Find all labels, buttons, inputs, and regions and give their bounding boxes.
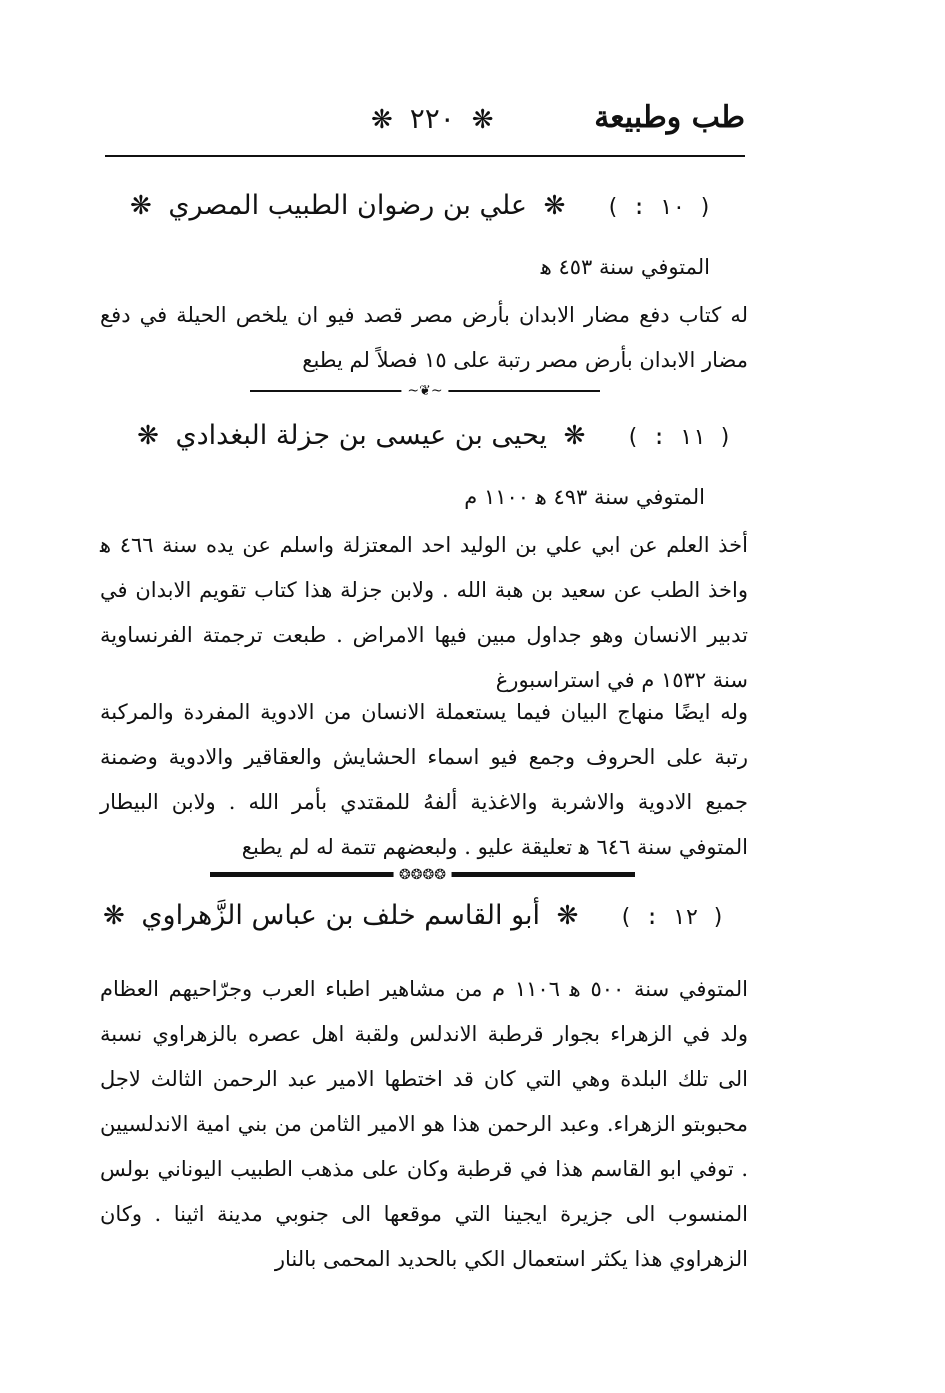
entry-paragraph: وله ايضًا منهاج البيان فيما يستعملة الانسان من الادوية المفردة والمركبة رتبة على الحروف وجمع فيو اسماء الحشايش والعقاقير والادوية وضمنة جميع الادوية والاشربة والاغذية ألفهُ للمقتدي بأمر الله . ولابن البيطار المتوفي سنة ٦٤٦ ﻫ تعليقة عليو . ولبعضهم تتمة له لم يطبع [100,700,748,859]
section-divider [210,868,635,882]
asterism-icon: ❋ [103,901,125,931]
chain-ornament-icon: ❂❂❂❂ [393,868,452,882]
entry-number: ( ١٠ : ) [606,195,712,220]
entry-title: علي بن رضوان الطبيب المصري [168,190,528,221]
entry-title: يحيى بن عيسى بن جزلة البغدادي [175,420,548,451]
entry-paragraph: المتوفي سنة ٥٠٠ ﻫ ١١٠٦ م من مشاهير اطباء العرب وجرّاحيهم العظام ولد في الزهراء بجوار قرطبة الاندلس ولقبة اهل عصره بالزهراوي نسبة الى تلك البلدة وهي التي كان قد اختطها الامير عبد الرحمن الثالث لاجل محبوبتو الزهراء. وعبد الرحمن هذا هو الامير الثامن من بني امية الاندلسيين . توفي ابو القاسم هذا في قرطبة وكان على مذهب الطبيب اليوناني بولس المنسوب الى جزيرة ايجينا التي موقعها الى جنوبي مدينة اثينا . وكان الزهراوي هذا يكثر استعمال الكي بالحديد المحمى بالنار [100,977,748,1271]
page-number-group [363,102,502,135]
header-rule [105,155,745,157]
page-title: طب وطبيعة [594,100,745,135]
entry-title: أبو القاسم خلف بن عباس الزَّهراوي [141,900,541,931]
asterism-icon: ❋ [371,105,393,135]
entry-number: ( ١٢ : ) [619,905,725,930]
death-date-line: المتوفي سنة ٤٥٣ ﻫ [540,255,710,279]
death-date-line: المتوفي سنة ٤٩٣ ﻫ ١١٠٠ م [464,485,705,509]
asterism-icon: ❋ [563,421,586,451]
entry-paragraph: أخذ العلم عن ابي علي بن الوليد احد المعتزلة واسلم عن يده سنة ٤٦٦ ﻫ واخذ الطب عن سعيد بن هبة الله . ولابن جزلة هذا كتاب تقويم الابدان في تدبير الانسان وهو جداول مبين فيها الامراض . طبعت ترجمتة الفرنساوية سنة ١٥٣٢ م في استراسبورغ [100,533,748,692]
asterism-icon: ❋ [137,421,159,451]
running-head [105,100,745,150]
asterism-icon: ❋ [471,105,494,135]
entry-heading [95,900,725,931]
asterism-icon: ❋ [129,191,152,221]
section-divider [250,384,600,398]
entry-heading [129,420,732,451]
flourish-icon: ~❦~ [401,384,448,398]
asterism-icon: ❋ [556,901,579,931]
page-number: ٢٢٠ [409,102,455,135]
asterism-icon: ❋ [543,191,566,221]
entry-number: ( ١١ : ) [626,425,732,450]
entry-heading [122,190,712,221]
entry-paragraph: له كتاب دفع مضار الابدان بأرض مصر قصد فيو ان يلخص الحيلة في دفع مضار الابدان بأرض مصر رتبة على ١٥ فصلاً لم يطبع [100,303,748,372]
